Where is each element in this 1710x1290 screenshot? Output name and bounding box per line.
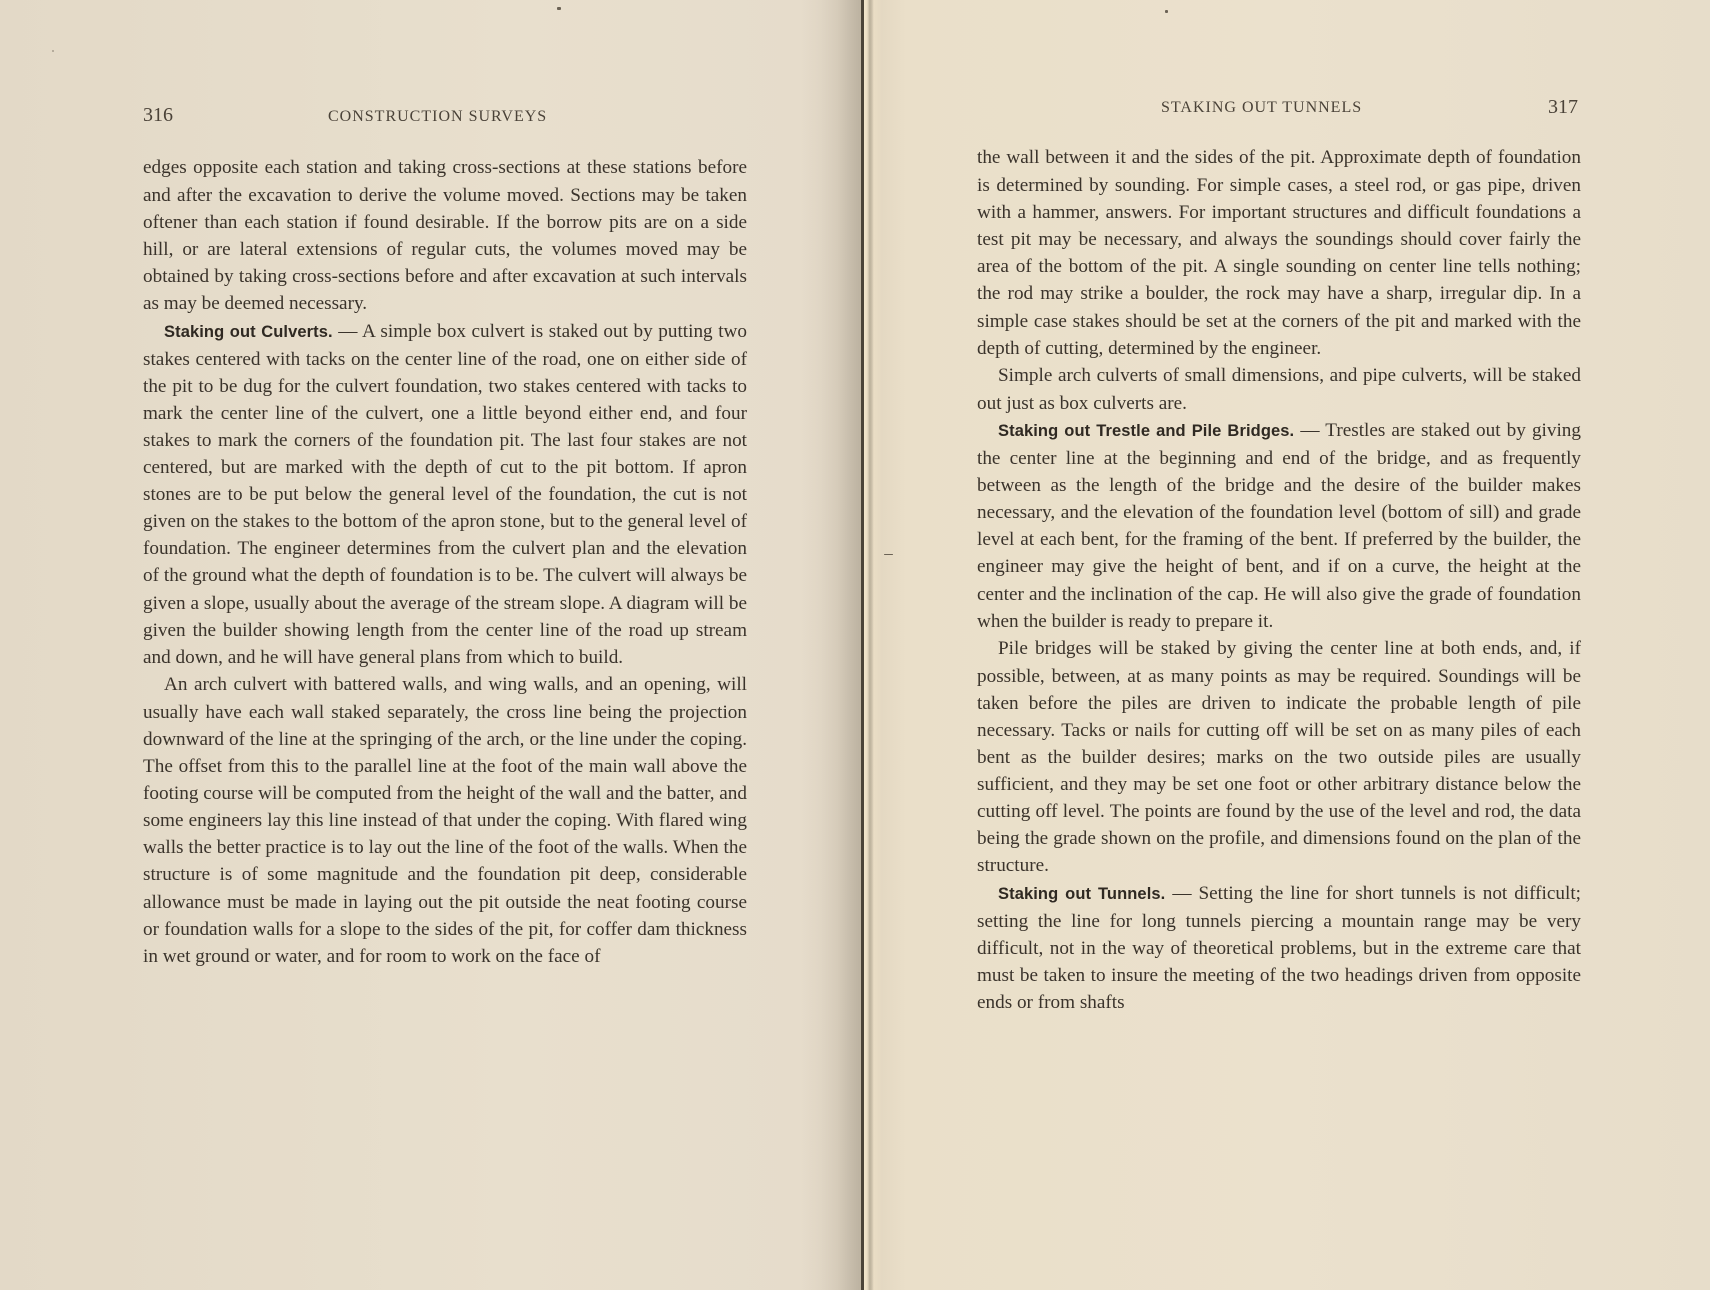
section-heading-tunnels: Staking out Tunnels. <box>998 884 1166 903</box>
paragraph-text: Pile bridges will be staked by giving the center line at both ends, and, if possible, between, at as many points as may be required. Soundings will be taken before the piles are driven to indicate the probable length of pile necessary. Tacks or nails for cutting off will be set on as many piles of each bent as the builder desires; marks on the two outside piles are usually sufficient, and they may be set one foot or other arbitrary distance below the cutting off level. The points are found by the use of the level and rod, the data being the grade shown on the profile, and dimensions found on the plan of the structure. <box>977 637 1581 877</box>
running-head: CONSTRUCTION SURVEYS <box>328 108 548 125</box>
book-spine <box>861 0 864 1290</box>
paragraph <box>977 362 1581 417</box>
paragraph-text: — A simple box culvert is staked out by putting two stakes centered with tacks on the center line of the road, one on either side of the pit to be dug for the culvert foundation, two stakes centered with tacks to mark the center line of the culvert, one a little beyond either end, and four stakes to mark the corners of the foundation pit. The last four stakes are not centered, but are marked with the depth of cut to the pit bottom. If apron stones are to be put below the general level of the foundation, the cut is not given on the stakes to the bottom of the apron stone, but to the general level of foundation. The engineer determines from the culvert plan and the elevation of the ground what the depth of foundation is to be. The culvert will always be given a slope, usually about the average of the stream slope. A diagram will be given the builder showing length from the center line of the road up stream and down, and he will have general plans from which to build. <box>143 320 747 668</box>
paragraph-text: — Setting the line for short tunnels is not difficult; setting the line for long tunnels piercing a mountain range may be very difficult, not in the way of theoretical problems, but in the extreme care that must be taken to insure the meeting of the two headings driven from opposite ends or from shafts <box>977 882 1581 1013</box>
paragraph <box>143 671 747 970</box>
body-text <box>977 144 1581 1016</box>
paragraph <box>977 635 1581 880</box>
paragraph <box>143 318 747 671</box>
running-head: STAKING OUT TUNNELS <box>1161 99 1363 116</box>
page-number: 317 <box>1548 96 1578 118</box>
section-heading-culverts: Staking out Culverts. <box>164 322 333 341</box>
section-heading-trestle-bridges: Staking out Trestle and Pile Bridges. <box>998 421 1295 440</box>
paragraph <box>977 417 1581 635</box>
paragraph <box>143 154 747 318</box>
page-number: 316 <box>143 104 173 126</box>
paragraph-text: the wall between it and the sides of the pit. Approximate depth of foundation is determined by sounding. For simple cases, a steel rod, or gas pipe, driven with a hammer, answers. For important structures and difficult foundations a test pit may be necessary, and always the soundings should cover fairly the area of the bottom of the pit. A single sounding on center line tells nothing; the rod may strike a boulder, the rock may have a sharp, irregular dip. In a simple case stakes should be set at the corners of the pit and marked with the depth of cutting, determined by the engineer. <box>977 147 1581 359</box>
paragraph-text: — Trestles are staked out by giving the center line at the beginning and end of the bridge, and as frequently between as the length of the bridge and the desire of the builder makes necessary, and the elevation of the foundation level (bottom of sill) and grade level at each bent, for the framing of the bent. If preferred by the builder, the engineer may give the height of bent, and if on a curve, the height at the center and the inclination of the cap. He will also give the grade of foundation when the builder is ready to prepare it. <box>977 419 1581 632</box>
paragraph-text: An arch culvert with battered walls, and wing walls, and an opening, will usually have each wall staked separately, the cross line being the projection downward of the line at the springing of the arch, or the line under the coping. The offset from this to the parallel line at the foot of the main wall above the footing course will be computed from the height of the wall and the batter, and some engineers lay this line instead of that under the coping. With flared wing walls the better practice is to lay out the line of the foot of the walls. When the structure is of some magnitude and the foundation pit deep, considerable allowance must be made in laying out the pit outside the neat footing course or foundation walls for a slope to the sides of the pit, for coffer dam thickness in wet ground or water, and for room to work on the face of <box>143 673 747 967</box>
paragraph <box>977 144 1581 362</box>
paragraph-text: Simple arch culverts of small dimensions, and pipe culverts, will be staked out just as box culverts are. <box>977 364 1581 414</box>
body-text <box>143 154 747 970</box>
right-page <box>866 0 1710 1290</box>
paragraph-text: edges opposite each station and taking cross-sections at these stations before and after the excavation to derive the volume moved. Sections may be taken oftener than each station if found desirable. If the borrow pits are on a side hill, or are lateral extensions of regular cuts, the volumes moved may be obtained by taking cross-sections before and after excavation at such intervals as may be deemed necessary. <box>143 157 747 315</box>
paragraph <box>977 880 1581 1016</box>
